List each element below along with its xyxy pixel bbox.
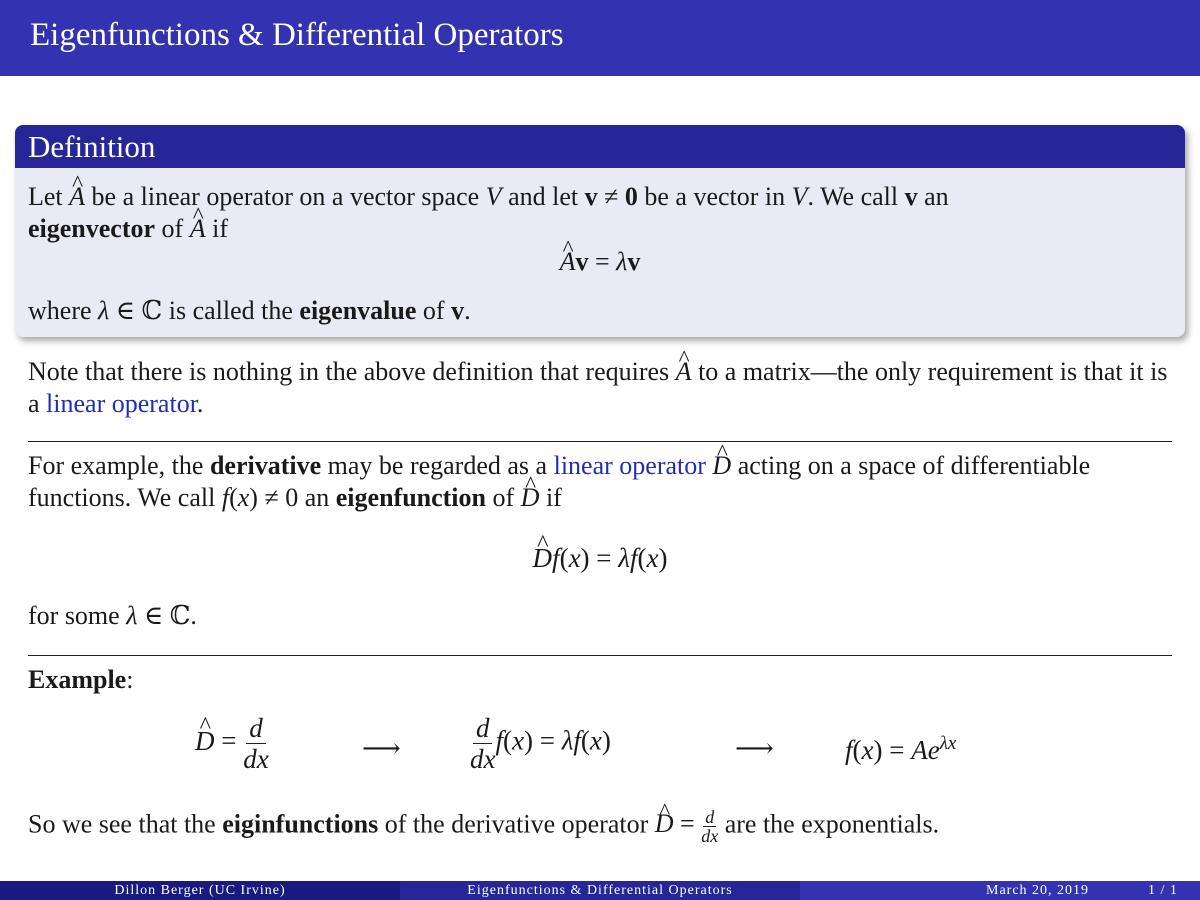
ex-text-6: if xyxy=(545,483,562,512)
def-text-10: is called the xyxy=(168,296,293,325)
ex-text-3: acting on a space of differentiable functions. We call xyxy=(28,451,1091,512)
derivative-term: derivative xyxy=(209,451,322,480)
example-label-text: Example xyxy=(28,665,127,694)
eigenvector-term: eigenvector xyxy=(28,214,156,243)
for-some-line: for some λ ∈ ℂ. xyxy=(28,601,197,630)
def-text-3: and let xyxy=(508,182,579,211)
definition-text: Let ^ A be a linear operator on a vector space V and let v ≠ 0 be a vector in V. We call v an eigenvector of ^ A if xyxy=(28,181,1178,245)
footer-date: March 20, 2019 xyxy=(986,883,1090,898)
eigenvalue-term: eigenvalue xyxy=(299,296,417,325)
note-text-2: to a matrix—the only requirement is that it is a xyxy=(28,357,1168,418)
example-paragraph: For example, the derivative may be regarded as a linear operator ^ D acting on a space of differentiable functions. We call f(x) ≠ 0 an eigenfunction of ^ D if xyxy=(28,450,1178,514)
definition-block xyxy=(15,125,1185,337)
divider-2 xyxy=(28,655,1172,656)
ex-text-5: of xyxy=(492,483,515,512)
definition-eigenvalue-line: where λ ∈ ℂ is called the eigenvalue of v. xyxy=(28,296,471,325)
def-text-11: of xyxy=(422,296,445,325)
footer-title: Eigenfunctions & Differential Operators xyxy=(400,881,800,900)
title-bar xyxy=(0,0,1200,76)
conclusion-paragraph: So we see that the eiginfunctions of the derivative operator ^ D = $\frac{d}{dx}$ are the exponentials. xyxy=(28,808,939,845)
concl-text-2: of the derivative operator xyxy=(384,809,649,839)
divider-1 xyxy=(28,441,1172,442)
eiginfunctions-term: eiginfunctions xyxy=(222,809,379,839)
arrow-1: ⟶ xyxy=(362,733,401,763)
def-text-6: an xyxy=(924,182,949,211)
differential-equation: $\frac{d}{dx}$ f(x) = λf(x) xyxy=(470,713,611,774)
def-text-4: be a vector in xyxy=(644,182,786,211)
for-some-text: for some xyxy=(28,601,120,630)
def-text-9: where xyxy=(28,296,92,325)
note-paragraph: Note that there is nothing in the above definition that requires ^ A to a matrix—the only requirement is that it is a linear operator. xyxy=(28,356,1168,420)
frame-title: Eigenfunctions & Differential Operators xyxy=(30,17,564,53)
exponential-solution: $f(x) = Ae^{\lambda x}$ xyxy=(845,733,957,765)
definition-heading: Definition xyxy=(15,125,1185,168)
eigen-equation: ^ Av = λv xyxy=(15,246,1185,278)
operator-definition: ^ D = $\frac{d}{dx}$ xyxy=(195,713,269,774)
def-text-2: be a linear operator on a vector space xyxy=(91,182,480,211)
concl-text-3: are the exponentials. xyxy=(724,809,940,839)
arrow-2: ⟶ xyxy=(735,733,774,763)
footer-page-number: 1 / 1 xyxy=(1148,883,1178,898)
footer-right xyxy=(800,881,1200,900)
def-text-7: of xyxy=(161,214,184,243)
footer-author: Dillon Berger (UC Irvine) xyxy=(0,881,400,900)
linear-operator-link-2[interactable]: linear operator xyxy=(553,451,706,480)
note-text-3: . xyxy=(196,389,204,418)
def-text-1: Let xyxy=(28,182,63,211)
def-text-5: . We call xyxy=(807,182,899,211)
def-text-8: if xyxy=(212,214,228,243)
example-label xyxy=(28,664,133,696)
def-text-12: . xyxy=(464,296,471,325)
note-text-1: Note that there is nothing in the above definition that requires xyxy=(28,357,670,386)
footer-bar xyxy=(0,881,1200,900)
ex-text-1: For example, the xyxy=(28,451,204,480)
concl-text-1: So we see that the xyxy=(28,809,216,839)
eigenfunction-equation: ^ Df(x) = λf(x) xyxy=(0,543,1200,574)
ex-text-4: an xyxy=(304,483,330,512)
ex-text-2: may be regarded as a xyxy=(327,451,548,480)
example-colon: : xyxy=(126,665,134,694)
eigenfunction-term: eigenfunction xyxy=(335,483,486,512)
linear-operator-link[interactable]: linear operator xyxy=(46,389,197,418)
